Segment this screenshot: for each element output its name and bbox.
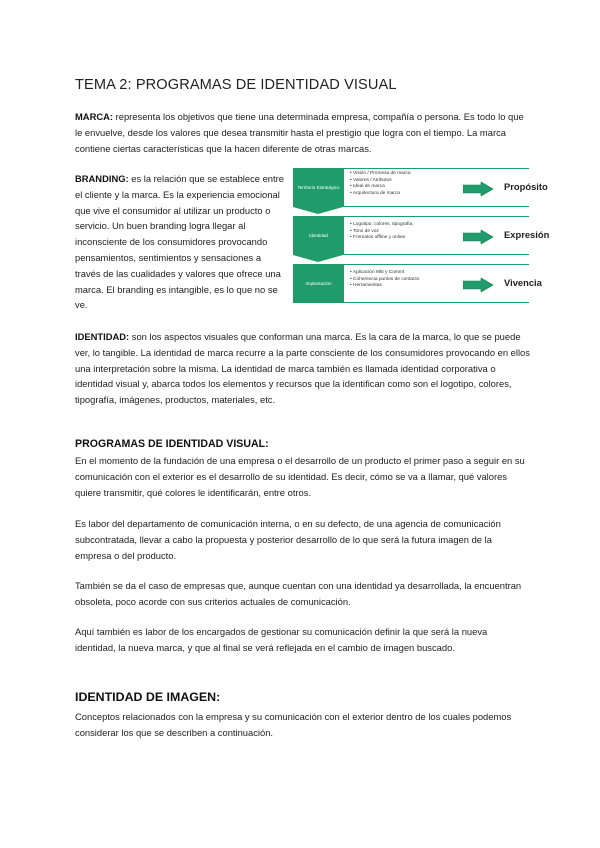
diagram-bullet: • Aplicación Mkt y Comml [350, 270, 419, 277]
diagram-row-box [344, 168, 548, 207]
diagram-bullet: • Ideal de marca [350, 184, 411, 191]
diagram-bullet: • Logotipo, colores, tipografía, [350, 222, 414, 229]
diagram-bullet: • Herramientas [350, 283, 419, 290]
programas-paragraph-2: Es labor del departamento de comunicación interna, o en su defecto, de una agencia de comunicación subcontratada, llevar a cabo la propuesta y posterior desarrollo de lo que será la futura imagen de la empresa o del producto. [75, 518, 501, 561]
diagram-bullet: • Valores / Atributos [350, 178, 411, 185]
diagram-bullet: • Formatos offline y online [350, 235, 414, 242]
programas-paragraph-4: Aquí también es labor de los encargados de gestionar su comunicación definir la que será la nueva identidad, la nueva marca, y que al final se verá reflejada en el cambio de imagen buscado. [75, 626, 488, 653]
diagram-tab: Implantación [293, 264, 344, 303]
chevron-down-icon [293, 255, 343, 262]
identidad-term: IDENTIDAD: [75, 331, 130, 342]
diagram-output-label: Propósito [504, 181, 548, 192]
marca-text: representa los objetivos que tiene una determinada empresa, compañía o persona. Es todo lo que le envuelve, desde los valores que desea transmitir hasta el prestigio que logra con el tiempo. La marca contiene ciertas características que la hacen diferente de otras marcas. [75, 111, 524, 154]
marca-paragraph [75, 109, 530, 156]
diagram-bullets [350, 222, 414, 242]
diagram-bullet: • Tono de voz [350, 229, 414, 236]
diagram-tab: Territorio Estratégico [293, 168, 344, 207]
branding-text: es la relación que se establece entre el cliente y la marca. Es la experiencia emocional que vive el consumidor al utilizar un producto o servicio. Un buen branding logra llegar al inconsciente de los consumidores provocando pensamientos, sentimientos y sensaciones a través de las cualidades y valores que ofrece una marca. El branding es intangible, es lo que no se ve. [75, 173, 284, 311]
diagram-tab: Identidad [293, 216, 344, 255]
diagram-bullet: • Visión / Promesa de marca [350, 171, 411, 178]
brand-diagram [293, 168, 550, 308]
identidad-text: son los aspectos visuales que conforman una marca. Es la cara de la marca, lo que se puede ver, lo tangible. La identidad de marca recurre a la parte consciente de los consumidores provocando en ellos una interpretación sobre la misma. La identidad de marca también es llamada identidad corporativa o identidad visual y, abarca todos los elementos y recursos que la identifican como son el logotipo, colores, tipografía, imágenes, productos, materiales, etc. [75, 331, 530, 406]
right-arrow-icon [463, 230, 493, 244]
programas-heading: PROGRAMAS DE IDENTIDAD VISUAL: [75, 438, 269, 450]
diagram-output-label: Vivencia [504, 277, 542, 288]
right-arrow-icon [463, 278, 493, 292]
diagram-row-box [344, 264, 542, 303]
identidad-paragraph [75, 329, 530, 408]
chevron-down-icon [293, 207, 343, 214]
diagram-row-vivencia [293, 264, 542, 303]
diagram-bullet: • Coherencia puntos de contacto [350, 277, 419, 284]
diagram-output-label: Expresión [504, 229, 550, 240]
diagram-bullet: • Arquitectura de marca [350, 191, 411, 198]
branding-term: BRANDING: [75, 173, 129, 184]
programas-paragraph-1: En el momento de la fundación de una empresa o el desarrollo de un producto el primer paso a seguir en su comunicación con el exterior es el desarrollo de su identidad. Es decir, cómo se va a llamar, qué valores quiere transmitir, qué colores le identificarán, entre otros. [75, 455, 525, 498]
right-arrow-icon [463, 182, 493, 196]
diagram-row-box [344, 216, 550, 255]
marca-term: MARCA: [75, 111, 114, 122]
imagen-paragraph: Conceptos relacionados con la empresa y su comunicación con el exterior dentro de los cuales podemos considerar los que se describen a continuación. [75, 711, 512, 738]
branding-paragraph [75, 171, 285, 313]
imagen-heading: IDENTIDAD DE IMAGEN: [75, 690, 221, 704]
page-title: TEMA 2: PROGRAMAS DE IDENTIDAD VISUAL [75, 77, 397, 93]
programas-paragraph-3: También se da el caso de empresas que, aunque cuentan con una identidad ya desarrollada, la encuentran obsoleta, poco acorde con sus criterios actuales de comunicación. [75, 580, 522, 607]
diagram-row-expresion [293, 216, 550, 255]
diagram-bullets [350, 270, 419, 290]
diagram-row-proposito [293, 168, 548, 207]
diagram-bullets [350, 171, 411, 197]
